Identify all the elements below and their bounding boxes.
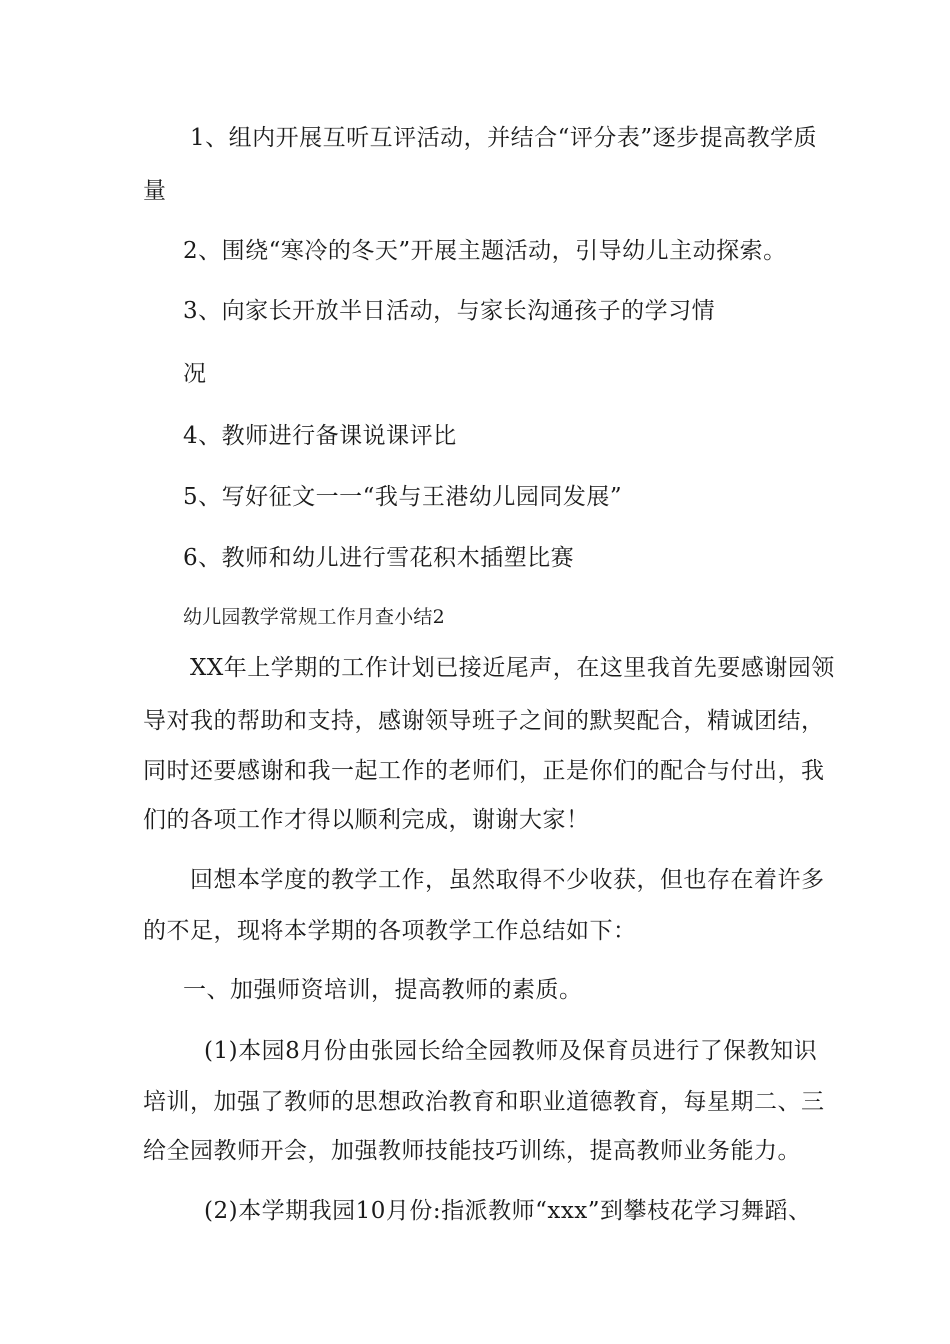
list-item-4: 4、教师进行备课说课评比 bbox=[183, 423, 457, 449]
paragraph-line: 回想本学度的教学工作，虽然取得不少收获，但也存在着许多 bbox=[190, 867, 825, 893]
list-item-1: 1、组内开展互听互评活动，并结合“评分表”逐步提高教学质 bbox=[190, 125, 818, 151]
subheading: 一、加强师资培训，提高教师的素质。 bbox=[183, 977, 583, 1003]
section-heading: 幼儿园教学常规工作月查小结2 bbox=[183, 606, 445, 628]
list-item-1-continuation: 量 bbox=[143, 178, 167, 204]
list-item-3: 3、向家长开放半日活动，与家长沟通孩子的学习情 bbox=[183, 298, 716, 324]
paragraph-line: 同时还要感谢和我一起工作的老师们，正是你们的配合与付出，我 bbox=[143, 758, 825, 784]
paragraph-line: 的不足，现将本学期的各项教学工作总结如下： bbox=[143, 918, 637, 944]
paragraph-line: 们的各项工作才得以顺利完成，谢谢大家！ bbox=[143, 807, 590, 833]
list-item-2: 2、围绕“寒冷的冬天”开展主题活动，引导幼儿主动探索。 bbox=[183, 238, 787, 264]
list-item-5: 5、写好征文一一“我与王港幼儿园同发展” bbox=[183, 484, 623, 510]
paragraph-line: 导对我的帮助和支持，感谢领导班子之间的默契配合，精诚团结， bbox=[143, 708, 825, 734]
paragraph-line: XX年上学期的工作计划已接近尾声，在这里我首先要感谢园领 bbox=[190, 655, 835, 681]
paragraph-line: 给全园教师开会，加强教师技能技巧训练，提高教师业务能力。 bbox=[143, 1138, 801, 1164]
list-item-6: 6、教师和幼儿进行雪花积木插塑比赛 bbox=[183, 545, 575, 571]
paragraph-line: (1)本园8月份由张园长给全园教师及保育员进行了保教知识 bbox=[204, 1038, 818, 1064]
list-item-3-continuation: 况 bbox=[183, 361, 207, 387]
paragraph-line: 培训，加强了教师的思想政治教育和职业道德教育，每星期二、三 bbox=[143, 1089, 825, 1115]
paragraph-line: (2)本学期我园10月份:指派教师“xxx”到攀枝花学习舞蹈、 bbox=[204, 1198, 812, 1224]
